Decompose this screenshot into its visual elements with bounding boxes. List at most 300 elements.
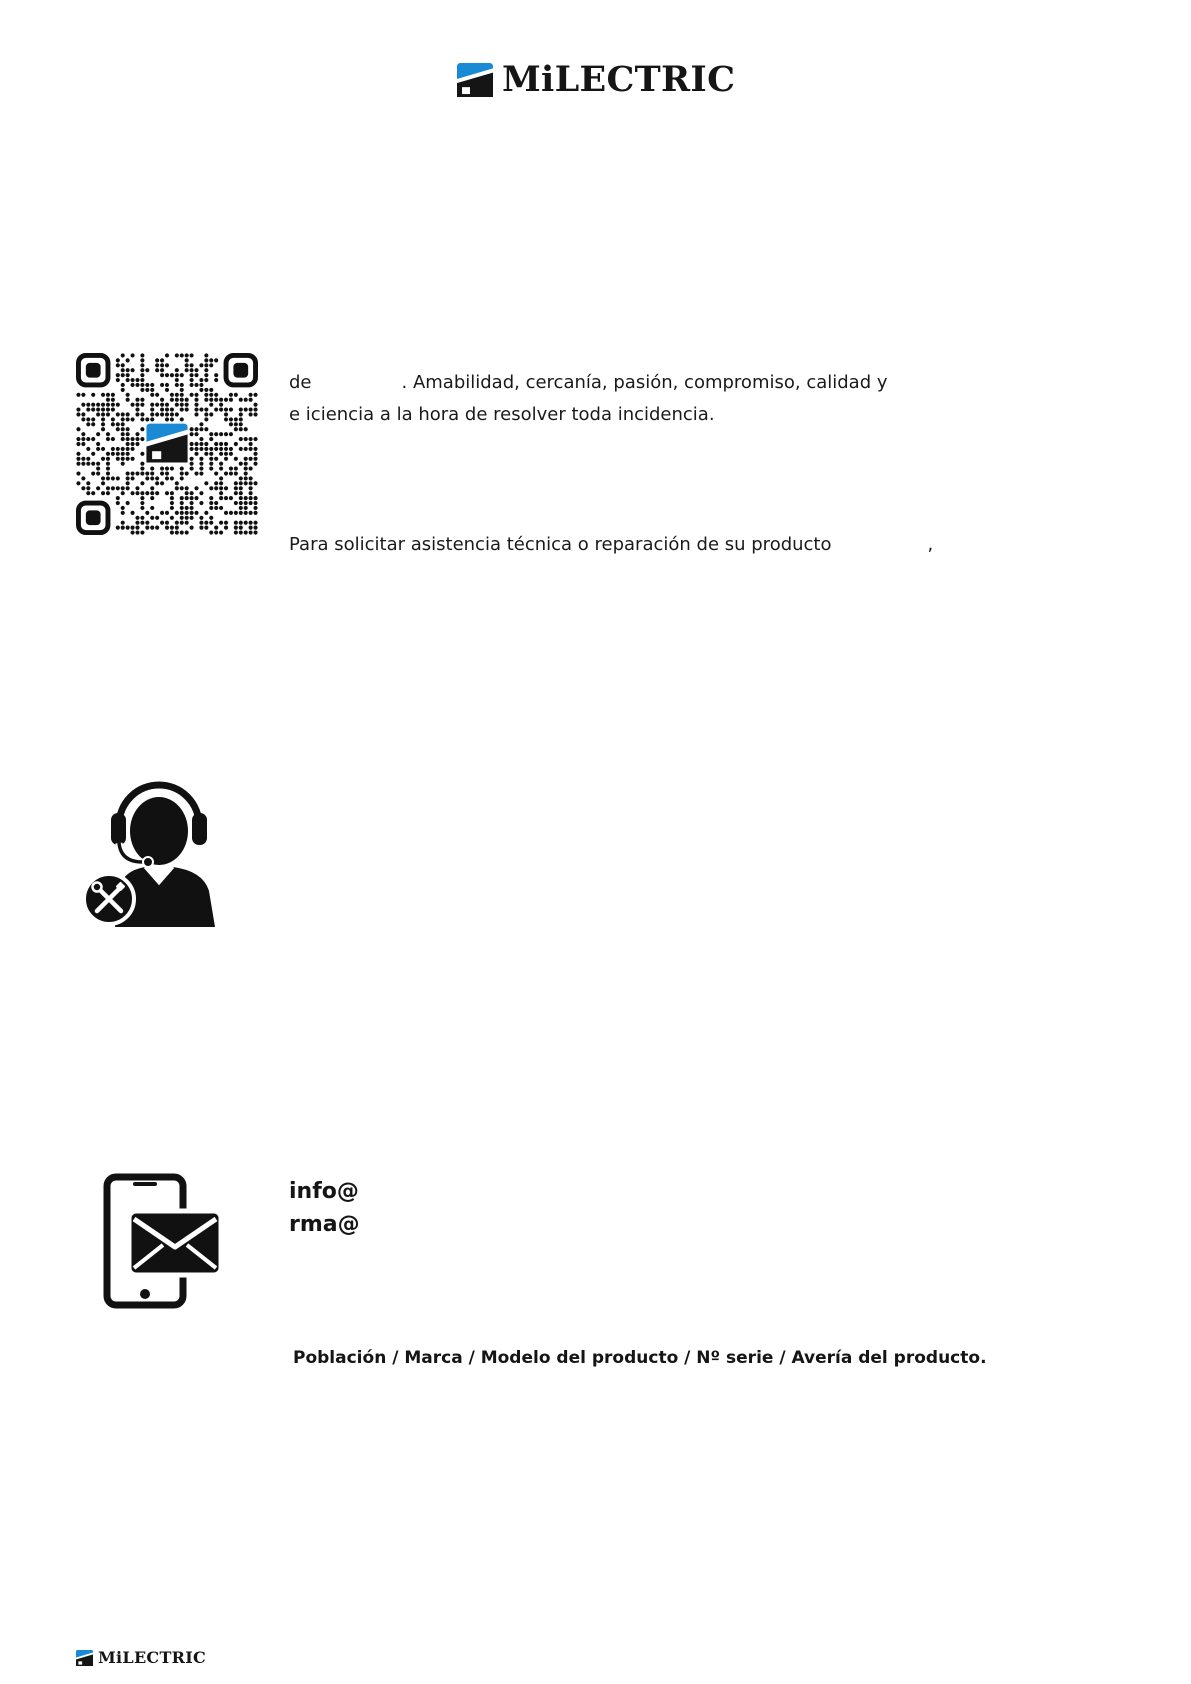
qr-module [111, 398, 115, 402]
qr-module [150, 506, 154, 510]
qr-module [224, 511, 228, 515]
qr-module [224, 442, 228, 446]
qr-module [194, 393, 198, 397]
qr-module [239, 481, 243, 485]
qr-module [150, 476, 154, 480]
qr-module [214, 442, 218, 446]
qr-module [224, 521, 228, 525]
qr-module [131, 471, 135, 475]
qr-module [126, 398, 130, 402]
qr-module [135, 526, 139, 530]
qr-module [209, 403, 213, 407]
qr-module [209, 457, 213, 461]
qr-module [160, 481, 164, 485]
qr-module [126, 526, 130, 530]
qr-module [140, 353, 144, 357]
qr-module [249, 496, 253, 500]
qr-module [165, 373, 169, 377]
qr-module [239, 501, 243, 505]
qr-module [101, 408, 105, 412]
qr-code-icon [76, 353, 258, 535]
qr-module [194, 398, 198, 402]
qr-module [204, 511, 208, 515]
qr-module [135, 530, 139, 534]
qr-module [190, 383, 194, 387]
milectric-logo-icon [457, 63, 493, 97]
qr-module [96, 471, 100, 475]
qr-module [244, 447, 248, 451]
qr-module [209, 452, 213, 456]
qr-module [239, 422, 243, 426]
qr-module [170, 412, 174, 416]
qr-module [244, 471, 248, 475]
qr-module [170, 526, 174, 530]
qr-module [101, 427, 105, 431]
qr-module [209, 521, 213, 525]
qr-module [204, 447, 208, 451]
qr-module [131, 476, 135, 480]
qr-module [81, 412, 85, 416]
qr-module [224, 447, 228, 451]
qr-module [180, 383, 184, 387]
qr-module [199, 491, 203, 495]
qr-module [185, 403, 189, 407]
qr-module [135, 471, 139, 475]
qr-module [253, 530, 257, 534]
qr-module [106, 412, 110, 416]
qr-module [126, 432, 130, 436]
qr-module [175, 511, 179, 515]
qr-module [106, 462, 110, 466]
qr-module [244, 457, 248, 461]
qr-module [111, 393, 115, 397]
qr-module [96, 442, 100, 446]
qr-module [190, 467, 194, 471]
qr-module [111, 408, 115, 412]
qr-module [194, 427, 198, 431]
qr-module [224, 417, 228, 421]
envelope-icon [129, 1211, 221, 1275]
qr-module [150, 403, 154, 407]
qr-module [121, 457, 125, 461]
agent-head [130, 797, 188, 865]
qr-module [204, 442, 208, 446]
qr-module [209, 393, 213, 397]
qr-module [214, 408, 218, 412]
qr-module [140, 467, 144, 471]
qr-module [160, 511, 164, 515]
qr-module [204, 412, 208, 416]
qr-module [219, 486, 223, 490]
qr-module [86, 462, 90, 466]
qr-module [234, 442, 238, 446]
qr-module [244, 427, 248, 431]
qr-module [76, 412, 80, 416]
qr-module [185, 408, 189, 412]
qr-module [96, 408, 100, 412]
qr-module [170, 516, 174, 520]
qr-module [204, 378, 208, 382]
qr-module [209, 447, 213, 451]
qr-module [155, 393, 159, 397]
qr-module [150, 383, 154, 387]
qr-module [190, 506, 194, 510]
qr-finder-top-left [78, 355, 108, 385]
qr-module [249, 511, 253, 515]
qr-module [121, 422, 125, 426]
qr-module [170, 393, 174, 397]
qr-module [194, 383, 198, 387]
qr-module [160, 398, 164, 402]
qr-module [239, 496, 243, 500]
qr-module [209, 432, 213, 436]
qr-module [121, 491, 125, 495]
required-fields-text: Población / Marca / Modelo del producto / Nº serie / Avería del producto. [293, 1348, 987, 1368]
qr-module [185, 363, 189, 367]
qr-module [140, 403, 144, 407]
qr-module [150, 516, 154, 520]
qr-module [199, 501, 203, 505]
qr-module [165, 408, 169, 412]
qr-module [116, 452, 120, 456]
qr-module [229, 471, 233, 475]
qr-module [160, 412, 164, 416]
qr-module [155, 491, 159, 495]
qr-module [91, 417, 95, 421]
qr-module [244, 476, 248, 480]
qr-module [199, 467, 203, 471]
qr-module [214, 358, 218, 362]
qr-module [244, 521, 248, 525]
qr-module [180, 417, 184, 421]
qr-module [190, 442, 194, 446]
qr-module [126, 476, 130, 480]
qr-module [121, 388, 125, 392]
qr-module [185, 486, 189, 490]
qr-module [224, 412, 228, 416]
qr-module [121, 373, 125, 377]
qr-module [150, 526, 154, 530]
qr-module [209, 358, 213, 362]
qr-module [76, 393, 80, 397]
qr-module [121, 383, 125, 387]
qr-module [204, 408, 208, 412]
qr-module [214, 447, 218, 451]
qr-module [219, 403, 223, 407]
headset-mic [143, 857, 153, 867]
qr-module [121, 521, 125, 525]
qr-module [244, 467, 248, 471]
headset-right-ear [192, 813, 207, 845]
qr-module [249, 530, 253, 534]
qr-module [126, 452, 130, 456]
qr-module [194, 408, 198, 412]
qr-module [106, 457, 110, 461]
qr-module [234, 491, 238, 495]
qr-module [116, 526, 120, 530]
qr-module [101, 393, 105, 397]
qr-module [91, 452, 95, 456]
qr-module [101, 457, 105, 461]
qr-module [81, 442, 85, 446]
qr-module [91, 437, 95, 441]
qr-module [131, 442, 135, 446]
qr-module [199, 378, 203, 382]
qr-module [145, 521, 149, 525]
qr-module [121, 412, 125, 416]
qr-module [219, 432, 223, 436]
qr-module [165, 353, 169, 357]
qr-module [121, 353, 125, 357]
qr-module [194, 511, 198, 515]
qr-module [180, 521, 184, 525]
qr-module [209, 506, 213, 510]
intro-line-1-end: . Amabilidad, cercanía, pasión, compromiso, calidad y [401, 372, 888, 393]
qr-module [229, 432, 233, 436]
qr-module [140, 521, 144, 525]
qr-module [219, 462, 223, 466]
qr-module [86, 447, 90, 451]
qr-module [175, 368, 179, 372]
qr-module [253, 447, 257, 451]
qr-module [91, 422, 95, 426]
qr-module [126, 378, 130, 382]
qr-module [91, 408, 95, 412]
qr-module [190, 462, 194, 466]
qr-module [214, 486, 218, 490]
qr-module [199, 457, 203, 461]
qr-module [116, 496, 120, 500]
qr-module [131, 491, 135, 495]
qr-module [135, 408, 139, 412]
qr-module [101, 481, 105, 485]
qr-module [96, 412, 100, 416]
qr-module [116, 486, 120, 490]
qr-module [155, 403, 159, 407]
qr-module [131, 447, 135, 451]
qr-module [140, 452, 144, 456]
phone-speaker [133, 1182, 157, 1186]
qr-module [219, 496, 223, 500]
qr-module [86, 408, 90, 412]
qr-module [126, 481, 130, 485]
qr-module [194, 368, 198, 372]
qr-module [185, 511, 189, 515]
qr-module [209, 388, 213, 392]
qr-module [204, 521, 208, 525]
qr-module [135, 491, 139, 495]
qr-finder-top-right [226, 355, 256, 385]
qr-module [101, 447, 105, 451]
qr-module [131, 417, 135, 421]
qr-module [140, 383, 144, 387]
qr-module [199, 521, 203, 525]
qr-module [116, 378, 120, 382]
qr-module [209, 516, 213, 520]
qr-module [229, 452, 233, 456]
intro-line-1 [289, 372, 888, 394]
qr-module [131, 353, 135, 357]
qr-module [121, 437, 125, 441]
qr-module [185, 521, 189, 525]
qr-module [150, 471, 154, 475]
qr-module [126, 412, 130, 416]
qr-module [140, 363, 144, 367]
qr-module [229, 393, 233, 397]
qr-module [140, 398, 144, 402]
qr-module [253, 412, 257, 416]
logo-wordmark: MiLECTRIC [502, 59, 736, 100]
qr-module [155, 526, 159, 530]
qr-module [106, 476, 110, 480]
qr-module [160, 403, 164, 407]
qr-module [165, 412, 169, 416]
qr-module [185, 398, 189, 402]
qr-module [111, 422, 115, 426]
qr-module [165, 403, 169, 407]
qr-module [170, 476, 174, 480]
qr-module [160, 373, 164, 377]
qr-module [111, 437, 115, 441]
qr-module [116, 457, 120, 461]
qr-module [214, 481, 218, 485]
qr-module [170, 530, 174, 534]
qr-module [234, 457, 238, 461]
qr-module [111, 486, 115, 490]
qr-module [170, 501, 174, 505]
qr-module [199, 383, 203, 387]
qr-module [204, 398, 208, 402]
qr-module [204, 481, 208, 485]
qr-module [170, 506, 174, 510]
support-request-label: Para solicitar asistencia técnica o reparación de su producto [289, 534, 832, 555]
qr-module [249, 467, 253, 471]
qr-module [121, 432, 125, 436]
qr-module [185, 353, 189, 357]
qr-module [219, 476, 223, 480]
qr-module [135, 516, 139, 520]
qr-module [180, 393, 184, 397]
qr-module [106, 491, 110, 495]
qr-module [96, 462, 100, 466]
qr-module [244, 496, 248, 500]
qr-module [190, 427, 194, 431]
qr-module [155, 358, 159, 362]
qr-module [76, 471, 80, 475]
qr-module [86, 481, 90, 485]
qr-module [180, 476, 184, 480]
qr-module [185, 506, 189, 510]
qr-module [165, 383, 169, 387]
qr-module [219, 398, 223, 402]
qr-module [106, 486, 110, 490]
headset-left-ear [111, 813, 126, 845]
qr-module [234, 467, 238, 471]
qr-module [180, 501, 184, 505]
qr-module [214, 530, 218, 534]
qr-module [165, 476, 169, 480]
qr-module [150, 467, 154, 471]
qr-module [190, 491, 194, 495]
qr-module [234, 471, 238, 475]
qr-module [214, 457, 218, 461]
qr-center-logo-icon [146, 424, 187, 463]
qr-module [209, 437, 213, 441]
qr-module [199, 363, 203, 367]
qr-module [106, 403, 110, 407]
qr-module [239, 521, 243, 525]
qr-module [224, 486, 228, 490]
qr-module [160, 358, 164, 362]
qr-module [239, 486, 243, 490]
qr-module [214, 373, 218, 377]
qr-module [180, 373, 184, 377]
qr-module [126, 501, 130, 505]
qr-module [145, 388, 149, 392]
qr-module [150, 393, 154, 397]
qr-module [96, 447, 100, 451]
qr-module [204, 526, 208, 530]
qr-module [244, 530, 248, 534]
qr-module [111, 452, 115, 456]
qr-module [175, 398, 179, 402]
email-info: info@ [289, 1179, 359, 1204]
qr-module [101, 422, 105, 426]
qr-module [239, 412, 243, 416]
qr-module [116, 447, 120, 451]
qr-module [219, 452, 223, 456]
qr-module [111, 447, 115, 451]
qr-module [199, 442, 203, 446]
qr-module [249, 526, 253, 530]
qr-module [190, 378, 194, 382]
qr-module [249, 481, 253, 485]
qr-module [81, 432, 85, 436]
qr-module [253, 496, 257, 500]
qr-module [249, 491, 253, 495]
qr-module [140, 530, 144, 534]
qr-module [190, 457, 194, 461]
qr-module [239, 511, 243, 515]
qr-module [160, 471, 164, 475]
qr-module [126, 373, 130, 377]
qr-module [116, 412, 120, 416]
qr-module [175, 383, 179, 387]
qr-module [86, 486, 90, 490]
qr-module [249, 437, 253, 441]
qr-module [81, 476, 85, 480]
qr-module [86, 403, 90, 407]
qr-module [175, 526, 179, 530]
qr-module [140, 516, 144, 520]
qr-module [239, 506, 243, 510]
support-request-text [289, 534, 933, 556]
qr-module [155, 363, 159, 367]
qr-module [239, 526, 243, 530]
qr-module [126, 393, 130, 397]
qr-module [219, 447, 223, 451]
qr-module [199, 471, 203, 475]
qr-module [111, 417, 115, 421]
qr-module [180, 408, 184, 412]
qr-module [214, 432, 218, 436]
qr-module [253, 408, 257, 412]
qr-module [229, 496, 233, 500]
qr-module [116, 358, 120, 362]
qr-module [140, 506, 144, 510]
qr-module [150, 388, 154, 392]
qr-module [194, 432, 198, 436]
